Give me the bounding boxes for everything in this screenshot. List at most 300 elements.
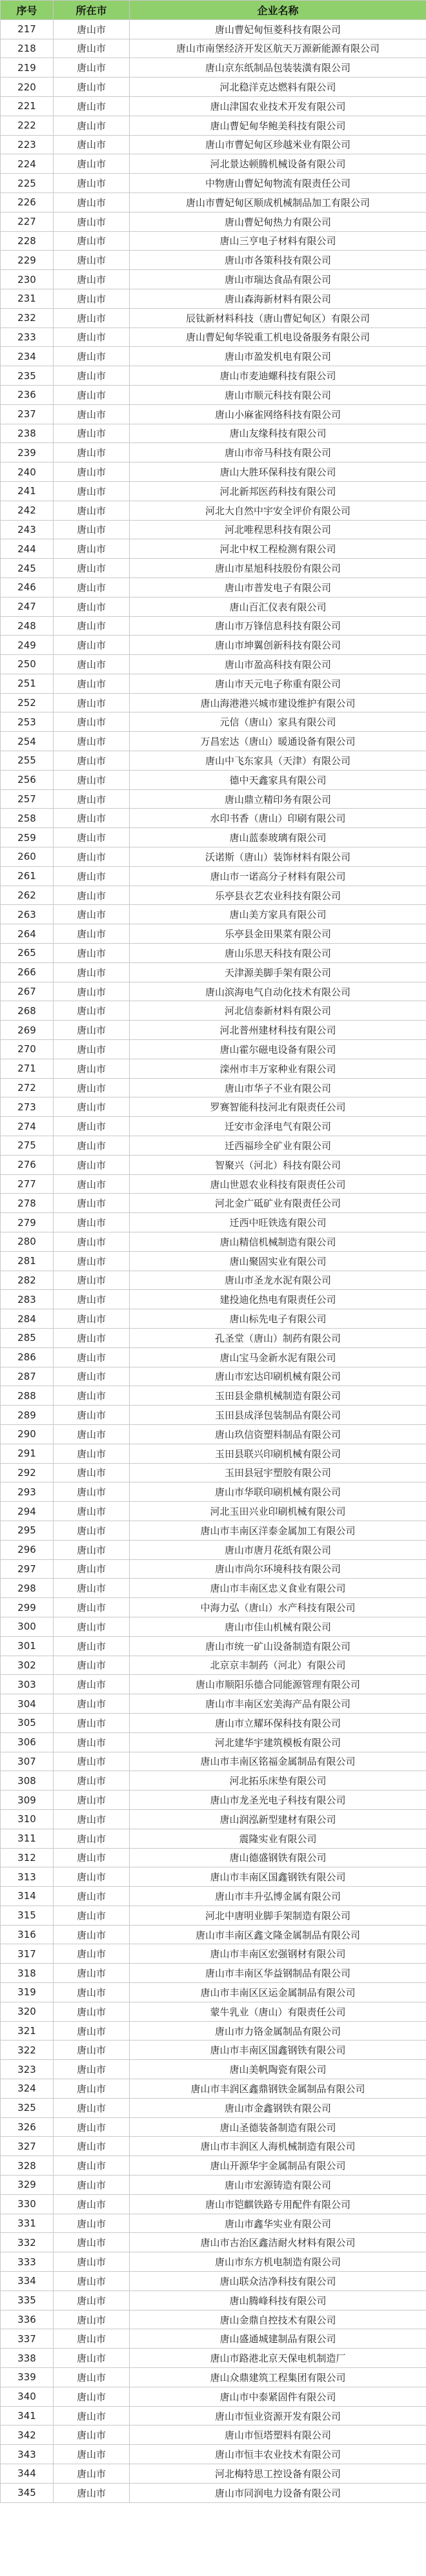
table-row (1, 366, 426, 386)
row-index: 323 (1, 2060, 54, 2079)
table-row (1, 1579, 426, 1598)
row-city: 唐山市 (54, 1213, 130, 1232)
table-row (1, 1906, 426, 1925)
row-index: 234 (1, 347, 54, 366)
table-row (1, 2252, 426, 2272)
table-row (1, 520, 426, 539)
row-city: 唐山市 (54, 1001, 130, 1021)
table-row (1, 905, 426, 924)
row-index: 270 (1, 1040, 54, 1059)
table-row (1, 501, 426, 520)
row-index: 334 (1, 2272, 54, 2291)
row-company-name: 唐山聚固实业有限公司 (130, 1251, 426, 1271)
row-index: 303 (1, 1675, 54, 1694)
row-city: 唐山市 (54, 905, 130, 924)
row-city: 唐山市 (54, 270, 130, 289)
row-index: 313 (1, 1867, 54, 1887)
row-index: 319 (1, 1983, 54, 2002)
table-row (1, 2349, 426, 2368)
row-index: 226 (1, 192, 54, 212)
row-company-name: 唐山市顺阳乐德合同能源管理有限公司 (130, 1675, 426, 1694)
row-city: 唐山市 (54, 116, 130, 135)
row-city: 唐山市 (54, 866, 130, 886)
row-index: 238 (1, 424, 54, 443)
row-index: 259 (1, 828, 54, 847)
row-company-name: 唐山曹妃甸热力有限公司 (130, 212, 426, 231)
row-city: 唐山市 (54, 809, 130, 828)
table-row (1, 1791, 426, 1810)
header-company-name: 企业名称 (130, 1, 426, 20)
table-row (1, 1809, 426, 1829)
row-city: 唐山市 (54, 1367, 130, 1386)
row-company-name: 唐山市金鑫钢铁有限公司 (130, 2098, 426, 2117)
row-company-name: 唐山市丰南区鑫文隆金属制品有限公司 (130, 1925, 426, 1944)
row-company-name: 唐山开源华宇金属制品有限公司 (130, 2156, 426, 2176)
row-city: 唐山市 (54, 732, 130, 751)
row-index: 223 (1, 135, 54, 154)
row-index: 300 (1, 1617, 54, 1636)
row-city: 唐山市 (54, 347, 130, 366)
row-city: 唐山市 (54, 366, 130, 386)
table-row (1, 1406, 426, 1425)
row-index: 342 (1, 2425, 54, 2445)
row-index: 322 (1, 2041, 54, 2060)
row-index: 221 (1, 96, 54, 116)
table-row (1, 2194, 426, 2214)
row-city: 唐山市 (54, 770, 130, 789)
row-index: 307 (1, 1752, 54, 1771)
row-city: 唐山市 (54, 385, 130, 404)
row-index: 345 (1, 2483, 54, 2502)
row-company-name: 玉田县联兴印刷机械有限公司 (130, 1444, 426, 1463)
row-index: 245 (1, 559, 54, 578)
row-index: 333 (1, 2252, 54, 2272)
header-row (1, 1, 426, 20)
table-row (1, 809, 426, 828)
row-city: 唐山市 (54, 828, 130, 847)
row-city: 唐山市 (54, 2002, 130, 2021)
row-city: 唐山市 (54, 1117, 130, 1136)
row-city: 唐山市 (54, 1598, 130, 1617)
row-index: 274 (1, 1117, 54, 1136)
row-city: 唐山市 (54, 1232, 130, 1252)
row-company-name: 唐山市各策科技有限公司 (130, 251, 426, 270)
row-city: 唐山市 (54, 577, 130, 597)
table-row (1, 1155, 426, 1174)
table-row (1, 1732, 426, 1752)
table-row (1, 116, 426, 135)
row-company-name: 万昌宏达（唐山）暖通设备有限公司 (130, 732, 426, 751)
row-index: 291 (1, 1444, 54, 1463)
row-index: 256 (1, 770, 54, 789)
table-row (1, 1636, 426, 1656)
row-company-name: 唐山市曹妃甸区珍越米业有限公司 (130, 135, 426, 154)
row-index: 290 (1, 1424, 54, 1444)
row-city: 唐山市 (54, 19, 130, 39)
row-company-name: 玉田县成泽包装制品有限公司 (130, 1406, 426, 1425)
row-company-name: 唐山金鼎自控技术有限公司 (130, 2310, 426, 2329)
table-row (1, 1829, 426, 1848)
row-index: 286 (1, 1347, 54, 1367)
row-company-name: 迁西福珍全矿业有限公司 (130, 1136, 426, 1156)
row-company-name: 唐山市瑞达食品有限公司 (130, 270, 426, 289)
row-company-name: 唐山市丰南区洋泰金属加工有限公司 (130, 1521, 426, 1540)
row-city: 唐山市 (54, 1502, 130, 1521)
row-city: 唐山市 (54, 58, 130, 78)
row-company-name: 天津源美脚手架有限公司 (130, 962, 426, 982)
row-index: 331 (1, 2214, 54, 2233)
row-company-name: 孔圣堂（唐山）制药有限公司 (130, 1328, 426, 1347)
row-company-name: 震隆实业有限公司 (130, 1829, 426, 1848)
row-company-name: 唐山市坤翼创新科技有限公司 (130, 636, 426, 655)
row-index: 320 (1, 2002, 54, 2021)
row-city: 唐山市 (54, 289, 130, 308)
row-company-name: 唐山市宏源铸造有限公司 (130, 2176, 426, 2195)
row-company-name: 唐山市麦迪螺科技有限公司 (130, 366, 426, 386)
table-row (1, 1059, 426, 1078)
row-index: 316 (1, 1925, 54, 1944)
row-city: 唐山市 (54, 2041, 130, 2060)
row-index: 269 (1, 1021, 54, 1040)
row-company-name: 唐山德盛钢铁有限公司 (130, 1848, 426, 1867)
row-company-name: 唐山市东方机电制造有限公司 (130, 2252, 426, 2272)
row-company-name: 河北拓乐床垫有限公司 (130, 1771, 426, 1791)
row-company-name: 唐山市恒丰农业技术有限公司 (130, 2445, 426, 2464)
row-city: 唐山市 (54, 135, 130, 154)
table-row (1, 2041, 426, 2060)
row-city: 唐山市 (54, 212, 130, 231)
row-city: 唐山市 (54, 1867, 130, 1887)
row-company-name: 唐山市华联印刷机械有限公司 (130, 1482, 426, 1502)
row-company-name: 唐山世恩农业科技有限责任公司 (130, 1174, 426, 1194)
row-company-name: 唐山市丰南区国鑫钢铁有限公司 (130, 1867, 426, 1887)
row-index: 237 (1, 404, 54, 424)
row-index: 293 (1, 1482, 54, 1502)
table-row (1, 78, 426, 97)
table-row (1, 2002, 426, 2021)
row-index: 260 (1, 847, 54, 867)
row-index: 294 (1, 1502, 54, 1521)
row-city: 唐山市 (54, 2310, 130, 2329)
row-city: 唐山市 (54, 2387, 130, 2406)
row-company-name: 唐山三亨电子材料有限公司 (130, 231, 426, 251)
row-city: 唐山市 (54, 1078, 130, 1097)
row-company-name: 唐山中飞东家具（天津）有限公司 (130, 751, 426, 771)
table-row (1, 1444, 426, 1463)
row-index: 298 (1, 1579, 54, 1598)
row-company-name: 中海力弘（唐山）水产科技有限公司 (130, 1598, 426, 1617)
row-index: 310 (1, 1809, 54, 1829)
row-company-name: 河北景达顿腾机械设备有限公司 (130, 154, 426, 174)
row-index: 288 (1, 1386, 54, 1406)
row-company-name: 德中天鑫家具有限公司 (130, 770, 426, 789)
table-row (1, 1559, 426, 1579)
row-city: 唐山市 (54, 231, 130, 251)
row-city: 唐山市 (54, 1194, 130, 1213)
row-company-name: 唐山市古治区鑫洁耐火材料有限公司 (130, 2233, 426, 2252)
table-row (1, 1424, 426, 1444)
row-index: 301 (1, 1636, 54, 1656)
table-row (1, 789, 426, 809)
table-row (1, 19, 426, 39)
row-city: 唐山市 (54, 1579, 130, 1598)
row-city: 唐山市 (54, 1174, 130, 1194)
row-city: 唐山市 (54, 2079, 130, 2099)
row-company-name: 唐山标先电子有限公司 (130, 1309, 426, 1329)
table-row (1, 1078, 426, 1097)
row-city: 唐山市 (54, 2290, 130, 2310)
row-index: 343 (1, 2445, 54, 2464)
row-company-name: 迁安市金泽电气有限公司 (130, 1117, 426, 1136)
row-company-name: 唐山曹妃甸恒菱科技有限公司 (130, 19, 426, 39)
table-row (1, 135, 426, 154)
table-row (1, 1502, 426, 1521)
table-row (1, 2060, 426, 2079)
row-index: 312 (1, 1848, 54, 1867)
row-city: 唐山市 (54, 78, 130, 97)
row-city: 唐山市 (54, 712, 130, 732)
row-city: 唐山市 (54, 1136, 130, 1156)
row-index: 273 (1, 1097, 54, 1117)
row-company-name: 乐亭县衣艺农业科技有限公司 (130, 886, 426, 905)
row-company-name: 唐山美方家具有限公司 (130, 905, 426, 924)
row-city: 唐山市 (54, 1521, 130, 1540)
table-row (1, 655, 426, 674)
table-row (1, 1001, 426, 1021)
table-row (1, 2176, 426, 2195)
row-city: 唐山市 (54, 192, 130, 212)
row-city: 唐山市 (54, 1021, 130, 1040)
row-company-name: 唐山市帝马科技有限公司 (130, 443, 426, 462)
row-city: 唐山市 (54, 462, 130, 482)
row-index: 317 (1, 1944, 54, 1964)
table-row (1, 2387, 426, 2406)
row-city: 唐山市 (54, 962, 130, 982)
row-index: 272 (1, 1078, 54, 1097)
table-row (1, 674, 426, 693)
row-index: 257 (1, 789, 54, 809)
row-company-name: 唐山美帆陶瓷有限公司 (130, 2060, 426, 2079)
row-index: 337 (1, 2329, 54, 2349)
row-city: 唐山市 (54, 1617, 130, 1636)
table-row (1, 886, 426, 905)
row-company-name: 滦州市丰万家种业有限公司 (130, 1059, 426, 1078)
row-city: 唐山市 (54, 39, 130, 58)
row-city: 唐山市 (54, 1482, 130, 1502)
row-city: 唐山市 (54, 2060, 130, 2079)
row-city: 唐山市 (54, 847, 130, 867)
table-row (1, 1463, 426, 1482)
table-row (1, 1617, 426, 1636)
row-index: 254 (1, 732, 54, 751)
table-row (1, 982, 426, 1001)
row-company-name: 河北普州建材科技有限公司 (130, 1021, 426, 1040)
row-company-name: 唐山市盈发机电有限公司 (130, 347, 426, 366)
row-index: 280 (1, 1232, 54, 1252)
row-index: 236 (1, 385, 54, 404)
row-company-name: 河北金广砥矿业有限责任公司 (130, 1194, 426, 1213)
row-index: 271 (1, 1059, 54, 1078)
row-index: 311 (1, 1829, 54, 1848)
row-company-name: 河北新邦医药科技有限公司 (130, 481, 426, 501)
table-row (1, 828, 426, 847)
row-city: 唐山市 (54, 154, 130, 174)
row-company-name: 唐山市丰南区宏强钢材有限公司 (130, 1944, 426, 1964)
row-index: 222 (1, 116, 54, 135)
row-index: 276 (1, 1155, 54, 1174)
row-city: 唐山市 (54, 693, 130, 712)
table-row (1, 1675, 426, 1694)
table-row (1, 462, 426, 482)
row-company-name: 唐山市恒业资源开发有限公司 (130, 2406, 426, 2425)
row-index: 230 (1, 270, 54, 289)
table-row (1, 712, 426, 732)
row-index: 302 (1, 1656, 54, 1675)
row-city: 唐山市 (54, 2406, 130, 2425)
row-company-name: 河北中唐明业脚手架制造有限公司 (130, 1906, 426, 1925)
row-index: 318 (1, 1964, 54, 1983)
row-index: 339 (1, 2368, 54, 2387)
row-index: 240 (1, 462, 54, 482)
row-company-name: 河北大自然中宇安全评价有限公司 (130, 501, 426, 520)
row-company-name: 唐山市星旭科技股份有限公司 (130, 559, 426, 578)
table-row (1, 1251, 426, 1271)
row-city: 唐山市 (54, 2464, 130, 2484)
table-row (1, 616, 426, 636)
row-index: 277 (1, 1174, 54, 1194)
row-index: 330 (1, 2194, 54, 2214)
row-company-name: 唐山宝马金新水泥有限公司 (130, 1347, 426, 1367)
row-index: 275 (1, 1136, 54, 1156)
row-city: 唐山市 (54, 1694, 130, 1714)
row-city: 唐山市 (54, 982, 130, 1001)
row-company-name: 罗赛智能科技河北有限责任公司 (130, 1097, 426, 1117)
table-row (1, 1174, 426, 1194)
row-index: 246 (1, 577, 54, 597)
row-city: 唐山市 (54, 674, 130, 693)
header-city: 所在市 (54, 1, 130, 20)
row-index: 239 (1, 443, 54, 462)
row-company-name: 唐山市丰润区人海机械制造有限公司 (130, 2137, 426, 2156)
table-row (1, 1367, 426, 1386)
row-company-name: 北京京丰制药（河北）有限公司 (130, 1656, 426, 1675)
table-row (1, 1867, 426, 1887)
row-index: 244 (1, 539, 54, 559)
row-city: 唐山市 (54, 924, 130, 944)
table-row (1, 1521, 426, 1540)
table-row (1, 154, 426, 174)
row-company-name: 唐山市恒塔塑料有限公司 (130, 2425, 426, 2445)
table-row (1, 1771, 426, 1791)
row-city: 唐山市 (54, 1906, 130, 1925)
row-company-name: 唐山京东纸制品包装装潢有限公司 (130, 58, 426, 78)
table-row (1, 1598, 426, 1617)
row-index: 279 (1, 1213, 54, 1232)
table-row (1, 212, 426, 231)
row-index: 227 (1, 212, 54, 231)
row-company-name: 唐山大胜环保科技有限公司 (130, 462, 426, 482)
row-city: 唐山市 (54, 2272, 130, 2291)
row-index: 326 (1, 2117, 54, 2137)
row-company-name: 河北玉田兴业印刷机械有限公司 (130, 1502, 426, 1521)
row-index: 338 (1, 2349, 54, 2368)
row-index: 220 (1, 78, 54, 97)
row-company-name: 唐山滨海电气自动化技术有限公司 (130, 982, 426, 1001)
table-row (1, 1194, 426, 1213)
row-city: 唐山市 (54, 2233, 130, 2252)
row-index: 268 (1, 1001, 54, 1021)
row-company-name: 唐山市丰南区铭福金属制品有限公司 (130, 1752, 426, 1771)
row-company-name: 唐山市万锋信息科技有限公司 (130, 616, 426, 636)
row-city: 唐山市 (54, 597, 130, 616)
row-company-name: 唐山鼎立精印务有限公司 (130, 789, 426, 809)
header-index: 序号 (1, 1, 54, 20)
row-index: 284 (1, 1309, 54, 1329)
row-index: 225 (1, 174, 54, 193)
table-row (1, 96, 426, 116)
table-row (1, 251, 426, 270)
row-index: 258 (1, 809, 54, 828)
row-index: 335 (1, 2290, 54, 2310)
row-city: 唐山市 (54, 2117, 130, 2137)
row-city: 唐山市 (54, 1713, 130, 1732)
table-row (1, 732, 426, 751)
row-index: 267 (1, 982, 54, 1001)
row-index: 332 (1, 2233, 54, 2252)
row-index: 243 (1, 520, 54, 539)
row-city: 唐山市 (54, 2425, 130, 2445)
row-index: 321 (1, 2021, 54, 2041)
row-index: 289 (1, 1406, 54, 1425)
row-index: 327 (1, 2137, 54, 2156)
row-company-name: 唐山百汇仪表有限公司 (130, 597, 426, 616)
row-index: 235 (1, 366, 54, 386)
row-company-name: 唐山市唐月花纸有限公司 (130, 1540, 426, 1559)
row-city: 唐山市 (54, 1424, 130, 1444)
row-city: 唐山市 (54, 944, 130, 963)
table-row (1, 2310, 426, 2329)
row-city: 唐山市 (54, 1290, 130, 1309)
row-index: 262 (1, 886, 54, 905)
row-index: 295 (1, 1521, 54, 1540)
row-city: 唐山市 (54, 1347, 130, 1367)
row-company-name: 唐山市天元电子称重有限公司 (130, 674, 426, 693)
row-city: 唐山市 (54, 2329, 130, 2349)
row-index: 247 (1, 597, 54, 616)
row-company-name: 唐山市路港北京天保电机制造厂 (130, 2349, 426, 2368)
row-city: 唐山市 (54, 1732, 130, 1752)
row-city: 唐山市 (54, 327, 130, 347)
table-row (1, 1213, 426, 1232)
row-index: 224 (1, 154, 54, 174)
row-city: 唐山市 (54, 616, 130, 636)
row-index: 341 (1, 2406, 54, 2425)
table-row (1, 270, 426, 289)
row-index: 218 (1, 39, 54, 58)
row-index: 249 (1, 636, 54, 655)
row-city: 唐山市 (54, 2349, 130, 2368)
row-index: 232 (1, 308, 54, 327)
table-row (1, 1386, 426, 1406)
row-company-name: 唐山市佳山机械有限公司 (130, 1617, 426, 1636)
table-row (1, 770, 426, 789)
row-company-name: 唐山市曹妃甸区顺成机械制品加工有限公司 (130, 192, 426, 212)
row-city: 唐山市 (54, 1944, 130, 1964)
row-city: 唐山市 (54, 1752, 130, 1771)
row-company-name: 唐山盛通城建制品有限公司 (130, 2329, 426, 2349)
table-row (1, 751, 426, 771)
table-row (1, 1040, 426, 1059)
